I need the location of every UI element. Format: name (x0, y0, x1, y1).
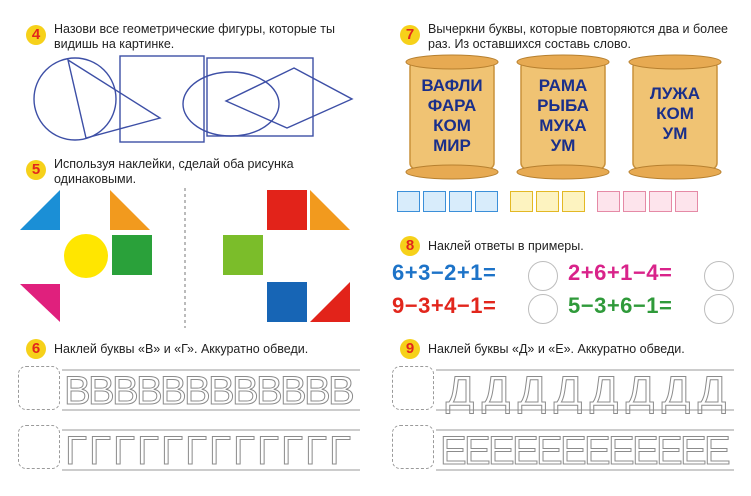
tracing-letter: Д (697, 367, 727, 414)
tracing-letter: Д (661, 367, 691, 414)
letter-answer-box[interactable] (562, 191, 585, 212)
tracing-letter: В (304, 369, 331, 413)
sticker-slot-g[interactable] (18, 425, 60, 469)
geometric-shapes-figure (30, 52, 365, 147)
tracing-letter: Г (89, 429, 111, 473)
yellow-circle (64, 234, 108, 278)
tracing-letter: В (136, 369, 163, 413)
sticker-slot-v[interactable] (18, 366, 60, 410)
task-9-text: Наклей буквы «Д» и «Е». Аккуратно обведи. (428, 342, 685, 356)
shape-square (120, 56, 204, 142)
blue-triangle (20, 190, 60, 230)
tracing-letter: Е (584, 429, 611, 473)
letter-answer-box[interactable] (675, 191, 698, 212)
tracing-letter: Е (704, 429, 731, 473)
scroll-1-words (408, 76, 496, 156)
dashed-divider (183, 188, 187, 328)
answer-slot-2[interactable] (704, 261, 734, 291)
tracing-letter: В (64, 369, 91, 413)
scroll-2-words (519, 76, 607, 156)
tracing-letter: Д (517, 367, 547, 414)
task-8-text: Наклей ответы в примеры. (428, 239, 584, 253)
task-number-5: 5 (26, 160, 46, 180)
tracing-letter: В (256, 369, 283, 413)
scroll-word: РЫБА (537, 96, 589, 115)
tracing-letter: В (88, 369, 115, 413)
tracing-letter: Г (305, 429, 327, 473)
tracing-letter: Д (445, 367, 475, 414)
tracing-letter: Г (233, 429, 255, 473)
navy-square (267, 282, 307, 322)
task-number-8: 8 (400, 236, 420, 256)
tracing-letter: В (160, 369, 187, 413)
letter-answer-box[interactable] (510, 191, 533, 212)
equation-2: 2+6+1−4= (568, 260, 673, 285)
tracing-row-d (442, 367, 730, 414)
scroll-word: РАМА (538, 76, 588, 95)
orange-triangle (110, 190, 150, 230)
tracing-letter: Д (553, 367, 583, 414)
tracing-letter: Г (257, 429, 279, 473)
scroll-word: МИР (433, 136, 471, 155)
tracing-letter: В (328, 369, 355, 413)
equation-3: 9−3+4−1= (392, 293, 497, 318)
tracing-letter: Г (209, 429, 231, 473)
tracing-letter: В (184, 369, 211, 413)
tracing-letter: Е (440, 429, 467, 473)
scroll-word: УМ (662, 124, 688, 143)
tracing-letter: Е (488, 429, 515, 473)
lime-square (223, 235, 263, 275)
scroll-word: ФАРА (427, 96, 477, 115)
shape-circle (34, 58, 116, 140)
letter-answer-box[interactable] (475, 191, 498, 212)
answer-slot-3[interactable] (528, 294, 558, 324)
tracing-letter: Г (281, 429, 303, 473)
scroll-word: УМ (550, 136, 576, 155)
task-number-7: 7 (400, 25, 420, 45)
equation-4: 5−3+6−1= (568, 293, 673, 318)
scroll-word: КОМ (656, 104, 694, 123)
shape-triangle-1 (68, 60, 160, 138)
tracing-letter: Г (329, 429, 351, 473)
tracing-letter: В (232, 369, 259, 413)
tracing-letter: Е (632, 429, 659, 473)
tracing-row-e (440, 429, 731, 473)
tracing-letter: Е (608, 429, 635, 473)
tracing-letter: Е (656, 429, 683, 473)
tracing-letter: Г (113, 429, 135, 473)
letter-answer-box[interactable] (597, 191, 620, 212)
tracing-letter: В (208, 369, 235, 413)
task-4-text: Назови все геометрические фигуры, которые ты видишь на картинке. (54, 22, 335, 51)
letter-answer-box[interactable] (397, 191, 420, 212)
task-number-9: 9 (400, 339, 420, 359)
tracing-letter: Е (560, 429, 587, 473)
green-square (112, 235, 152, 275)
letter-answer-box[interactable] (623, 191, 646, 212)
tracing-letter: В (112, 369, 139, 413)
magenta-triangle (20, 284, 60, 322)
scroll-word: МУКА (539, 116, 587, 135)
tracing-letter: Е (680, 429, 707, 473)
letter-answer-box[interactable] (423, 191, 446, 212)
tracing-letter: Е (464, 429, 491, 473)
tracing-letter: Г (137, 429, 159, 473)
sticker-slot-d[interactable] (392, 366, 434, 410)
letter-answer-box[interactable] (449, 191, 472, 212)
task-5-text: Используя наклейки, сделай оба рисунка одинаковыми. (54, 157, 294, 186)
tracing-letter: Д (589, 367, 619, 414)
shapes-right-picture (215, 188, 355, 328)
task-6-text: Наклей буквы «В» и «Г». Аккуратно обведи. (54, 342, 309, 356)
red-triangle (310, 282, 350, 322)
tracing-letter: Г (185, 429, 207, 473)
scroll-word: ВАФЛИ (421, 76, 483, 95)
task-number-6: 6 (26, 339, 46, 359)
tracing-row-g (64, 431, 352, 471)
tracing-letter: Д (625, 367, 655, 414)
task-number-4: 4 (26, 25, 46, 45)
tracing-letter: Г (161, 429, 183, 473)
letter-answer-box[interactable] (536, 191, 559, 212)
answer-slot-1[interactable] (528, 261, 558, 291)
scroll-word: ЛУЖА (649, 84, 701, 103)
scroll-word: КОМ (433, 116, 471, 135)
letter-answer-box[interactable] (649, 191, 672, 212)
tracing-letter: Г (65, 429, 87, 473)
equation-1: 6+3−2+1= (392, 260, 497, 285)
tracing-letter: Е (536, 429, 563, 473)
tracing-letter: Е (512, 429, 539, 473)
sticker-slot-e[interactable] (392, 425, 434, 469)
tracing-letter: Д (481, 367, 511, 414)
scroll-3-words (631, 84, 719, 144)
tracing-letter: В (280, 369, 307, 413)
shape-rhombus (226, 68, 352, 128)
orange-triangle-right (310, 190, 350, 230)
red-square (267, 190, 307, 230)
shapes-left-picture (18, 188, 158, 328)
tracing-row-v (64, 369, 355, 413)
answer-slot-4[interactable] (704, 294, 734, 324)
task-7-text: Вычеркни буквы, которые повторяются два и более раз. Из оставшихся составь слово. (428, 22, 729, 51)
